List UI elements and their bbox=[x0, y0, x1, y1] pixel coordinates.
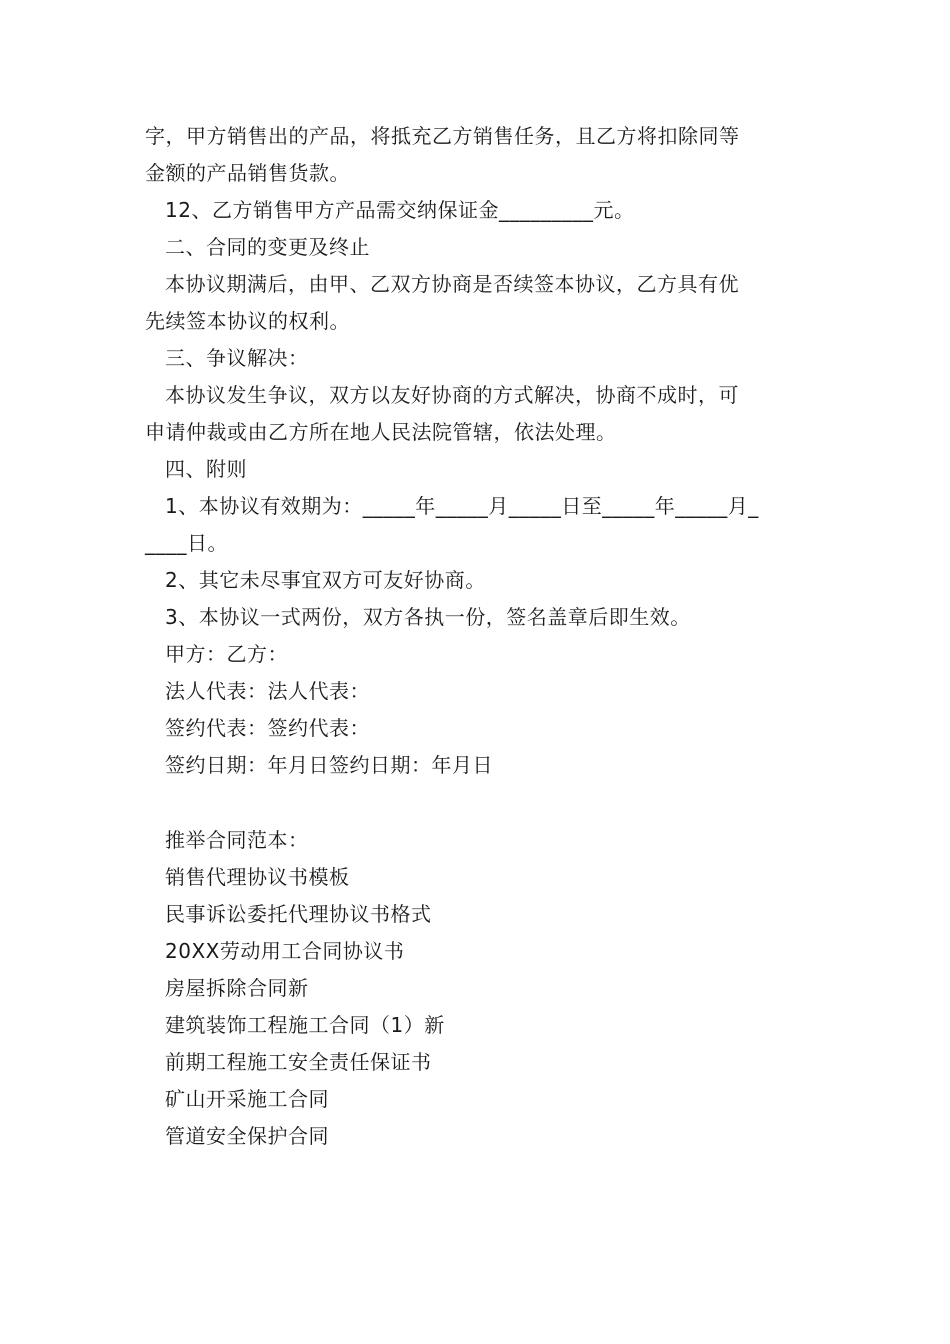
text-line: 金额的产品销售货款。 bbox=[145, 161, 350, 185]
recommended-item: 矿山开采施工合同 bbox=[165, 1087, 329, 1111]
text-line: 1、本协议有效期为：_____年_____月_____日至_____年_____月_ bbox=[165, 494, 759, 518]
recommended-item: 房屋拆除合同新 bbox=[165, 976, 309, 1000]
signature-legal-representative bbox=[145, 673, 810, 710]
text-line: ____日。 bbox=[145, 531, 228, 555]
text-line: 签约代表：签约代表： bbox=[165, 716, 370, 740]
text-line: 3、本协议一式两份，双方各执一份，签名盖章后即生效。 bbox=[165, 605, 691, 629]
paragraph-renewal bbox=[145, 266, 810, 340]
section-heading-change-termination bbox=[145, 229, 810, 266]
recommended-heading: 推举合同范本： bbox=[165, 828, 309, 852]
signature-parties bbox=[145, 636, 810, 673]
blank-spacer bbox=[145, 784, 810, 822]
recommended-item: 销售代理协议书模板 bbox=[165, 865, 350, 889]
text-line: 本协议发生争议，双方以友好协商的方式解决，协商不成时，可 bbox=[165, 383, 739, 407]
text-line: 四、附则 bbox=[165, 457, 247, 481]
recommended-item: 前期工程施工安全责任保证书 bbox=[165, 1050, 432, 1074]
signature-signing-representative bbox=[145, 710, 810, 747]
paragraph-other-matters bbox=[145, 562, 810, 599]
section-heading-appendix bbox=[145, 451, 810, 488]
paragraph-copies bbox=[145, 599, 810, 636]
signature-date bbox=[145, 747, 810, 784]
paragraph-validity-period bbox=[145, 488, 810, 562]
text-line: 申请仲裁或由乙方所在地人民法院管辖，依法处理。 bbox=[145, 420, 617, 444]
text-line: 签约日期：年月日签约日期：年月日 bbox=[165, 753, 493, 777]
text-line: 二、合同的变更及终止 bbox=[165, 235, 370, 259]
text-line: 本协议期满后，由甲、乙双方协商是否续签本协议，乙方具有优 bbox=[165, 272, 739, 296]
recommended-item: 20XX劳动用工合同协议书 bbox=[165, 939, 405, 963]
text-line: 2、其它未尽事宜双方可友好协商。 bbox=[165, 568, 486, 592]
text-line: 甲方：乙方： bbox=[165, 642, 288, 666]
recommended-item: 建筑装饰工程施工合同（1）新 bbox=[165, 1013, 445, 1037]
text-line: 12、乙方销售甲方产品需交纳保证金_________元。 bbox=[165, 198, 635, 222]
paragraph-payment-offset bbox=[145, 118, 810, 192]
text-line: 字，甲方销售出的产品，将抵充乙方销售任务，且乙方将扣除同等 bbox=[145, 124, 740, 148]
recommended-templates bbox=[145, 822, 810, 1155]
recommended-item: 民事诉讼委托代理协议书格式 bbox=[165, 902, 432, 926]
document-body bbox=[145, 118, 810, 1155]
paragraph-deposit bbox=[145, 192, 810, 229]
paragraph-dispute-resolution bbox=[145, 377, 810, 451]
recommended-item: 管道安全保护合同 bbox=[165, 1124, 329, 1148]
section-heading-dispute bbox=[145, 340, 810, 377]
text-line: 先续签本协议的权利。 bbox=[145, 309, 350, 333]
text-line: 三、争议解决： bbox=[165, 346, 309, 370]
text-line: 法人代表：法人代表： bbox=[165, 679, 370, 703]
